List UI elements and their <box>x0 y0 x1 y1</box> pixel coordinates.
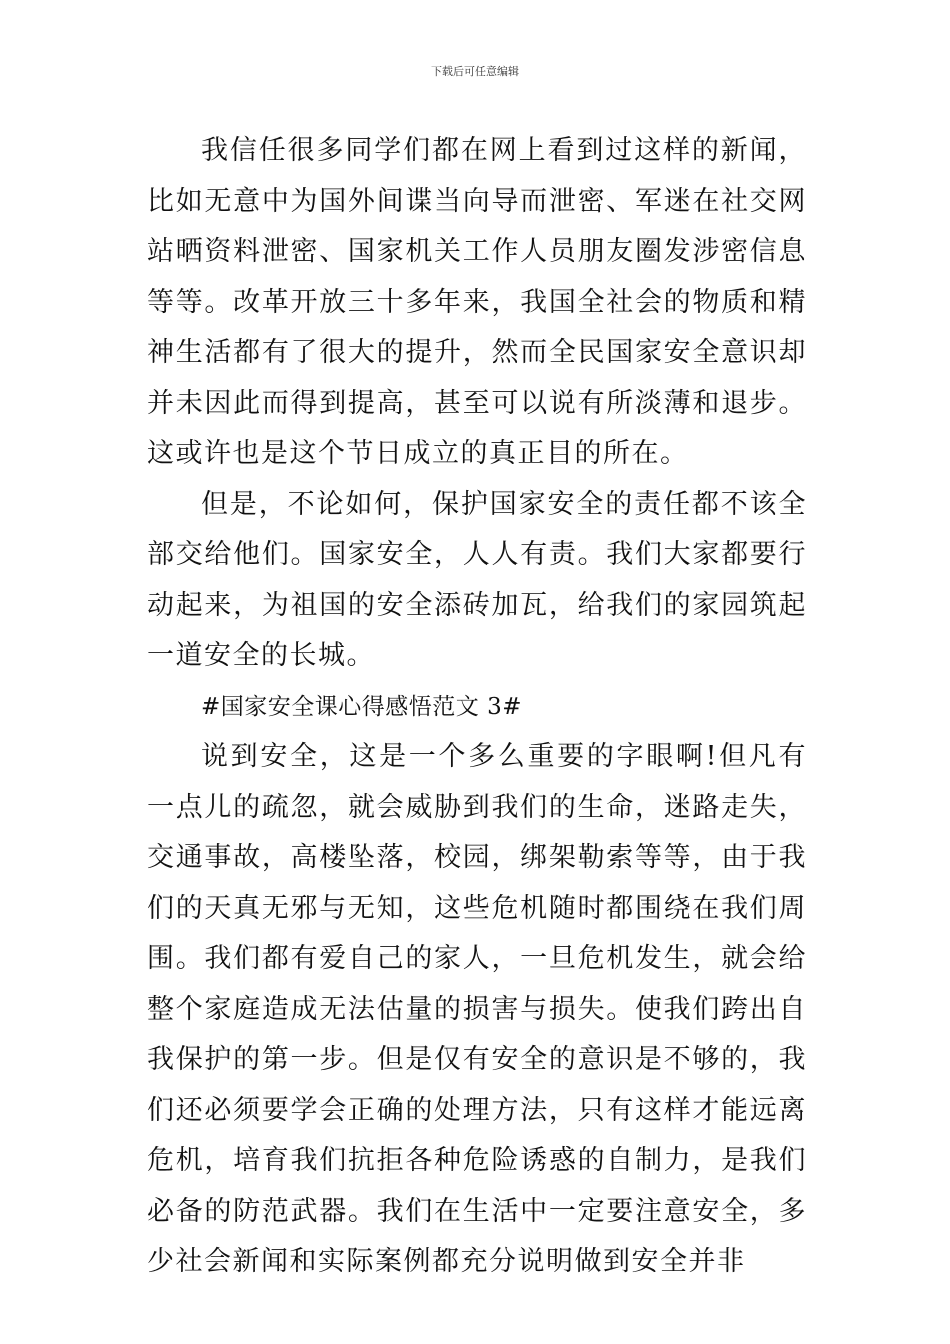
document-body <box>147 126 807 1288</box>
paragraph-1: 我信任很多同学们都在网上看到过这样的新闻，比如无意中为国外间谍当向导而泄密、军迷在社交网站晒资料泄密、国家机关工作人员朋友圈发涉密信息等等。改革开放三十多年来，我国全社会的物质和精神生活都有了很大的提升，然而全民国家安全意识却并未因此而得到提高，甚至可以说有所淡薄和退步。这或许也是这个节日成立的真正目的所在。 <box>147 135 807 469</box>
page-header: 下载后可任意编辑 <box>431 65 519 78</box>
section-heading: #国家安全课心得感悟范文 3# <box>201 693 522 720</box>
paragraph-2: 但是，不论如何，保护国家安全的责任都不该全部交给他们。国家安全，人人有责。我们大家都要行动起来，为祖国的安全添砖加瓦，给我们的家园筑起一道安全的长城。 <box>147 488 807 671</box>
paragraph-3: 说到安全，这是一个多么重要的字眼啊!但凡有一点儿的疏忽，就会威胁到我们的生命，迷路走失，交通事故，高楼坠落，校园，绑架勒索等等，由于我们的天真无邪与无知，这些危机随时都围绕在我们周围。我们都有爱自己的家人，一旦危机发生，就会给整个家庭造成无法估量的损害与损失。使我们跨出自我保护的第一步。但是仅有安全的意识是不够的，我们还必须要学会正确的处理方法，只有这样才能远离危机，培育我们抗拒各种危险诱惑的自制力，是我们必备的防范武器。我们在生活中一定要注意安全，多少社会新闻和实际案例都充分说明做到安全并非 <box>147 741 807 1277</box>
